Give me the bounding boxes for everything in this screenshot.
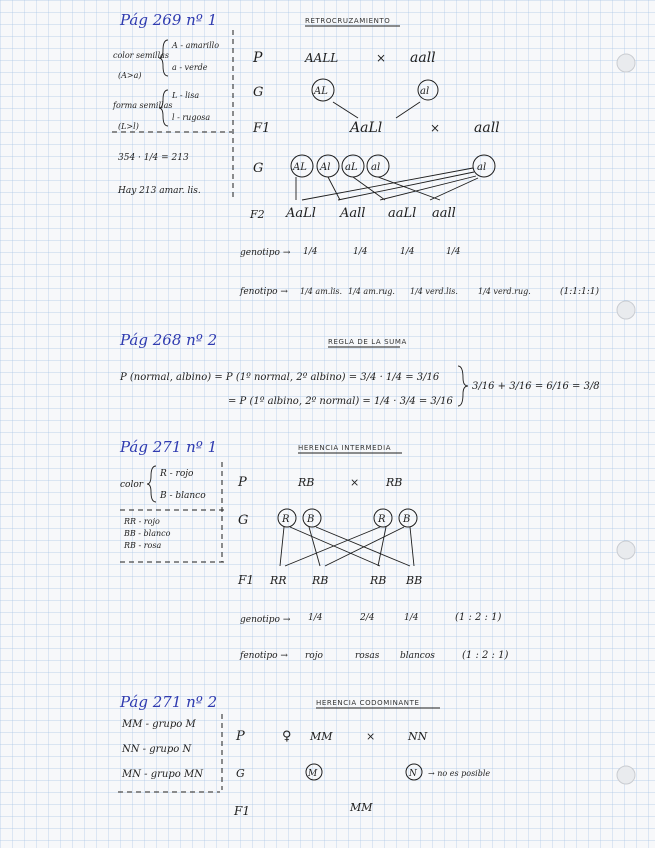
label-F1: F1 [253,121,271,136]
female-icon: ♀ [282,729,292,744]
genotype-ratio: (1 : 2 : 1) [455,612,502,623]
gamete: B [403,514,411,525]
label-G2: G [253,161,264,176]
gamete: Al [320,162,331,173]
phenotype-ratio: (1 : 2 : 1) [462,650,509,661]
fraction: 1/4 [446,247,461,257]
cross-sign: × [376,51,387,65]
offspring: aall [432,206,456,221]
f1-result: MM [350,801,373,814]
fraction: 2/4 [360,613,375,623]
allele-B: B - blanco [160,491,206,501]
color-label: color semillas [113,51,170,60]
dominance-A: (A>a) [118,71,142,80]
group-MN: MN - grupo MN [122,769,203,780]
gamete: M [308,769,318,779]
gamete-right: al [477,162,487,173]
parent-left: MM [310,730,333,743]
cross-sign: × [430,121,441,135]
offspring: RR [270,574,287,587]
genotype-BB: BB - blanco [124,529,171,538]
parent-left: AALL [305,51,339,65]
section-1-header: RETROCRUZAMIENTO [305,17,391,25]
ratio: (1:1:1:1) [560,287,600,297]
label-P: P [253,50,263,66]
sum-rule-line-2: = P (1º albino, 2º normal) = 1/4 · 3/4 = 3/16 [228,396,453,407]
gamete: aL [345,162,358,173]
fraction: 1/4 [308,613,323,623]
shape-label: forma semillas [113,101,173,110]
offspring: RB [312,574,329,587]
binder-hole [617,54,635,72]
phenotype-label: fenotipo → [240,287,288,297]
phenotype-label: fenotipo → [240,651,288,661]
phenotype: 1/4 am.rug. [348,287,395,296]
label-F1: F1 [234,804,250,818]
calc-line: 354 · 1/4 = 213 [118,153,189,163]
allele-A: A - amarillo [172,41,220,50]
offspring: AaLl [286,206,316,221]
section-4-title: Pág 271 nº 2 [120,693,218,711]
parent-left: RB [298,476,315,489]
gamete: al [371,162,381,173]
section-3-title: Pág 271 nº 1 [120,438,218,456]
label-P: P [236,729,245,744]
genotype-RR: RR - rojo [124,517,160,526]
section-2-title: Pág 268 nº 2 [120,331,218,349]
genotype-RB: RB - rosa [124,541,162,550]
binder-hole [617,541,635,559]
gamete-al: al [420,86,430,97]
f1-left: AaLl [350,120,383,136]
phenotype: blancos [400,651,435,661]
gamete: N [409,769,417,779]
group-MM: MM - grupo M [122,719,196,730]
offspring: aaLl [388,206,417,221]
fraction: 1/4 [404,613,419,623]
allele-L: L - lisa [172,91,200,100]
allele-R: R - rojo [160,469,194,479]
not-possible-note: → no es posible [428,769,491,778]
fraction: 1/4 [400,247,415,257]
label-F2: F2 [250,208,265,221]
group-NN: NN - grupo N [122,744,192,755]
fraction: 1/4 [303,247,318,257]
phenotype: 1/4 verd.rug. [478,287,531,296]
cross-sign: × [350,476,360,489]
phenotype: 1/4 am.lis. [300,287,343,296]
label-P: P [238,475,247,490]
section-1-title: Pág 269 nº 1 [120,11,218,29]
gamete: AL [293,162,307,173]
offspring: BB [406,574,423,587]
allele-l: l - rugosa [172,113,211,122]
label-G: G [236,767,245,780]
label-G: G [253,85,264,100]
genotype-label: genotipo → [240,615,291,625]
gamete-AL: AL [314,86,328,97]
gamete: R [378,514,386,525]
label-G: G [238,513,249,528]
fraction: 1/4 [353,247,368,257]
gamete: B [307,514,315,525]
phenotype: rosas [355,651,380,661]
parent-right: aall [410,50,436,66]
genotype-label: genotipo → [240,248,291,258]
allele-a: a - verde [172,63,208,72]
phenotype: 1/4 verd.lis. [410,287,458,296]
binder-hole [617,766,635,784]
section-4-header: HERENCIA CODOMINANTE [316,699,420,707]
section-3-header: HERENCIA INTERMEDIA [298,444,392,452]
cross-sign: × [366,730,376,743]
f1-right: aall [474,120,500,136]
offspring: Aall [340,206,366,221]
label-F1: F1 [238,573,254,587]
dominance-L: (L>l) [118,122,139,131]
section-2-header: REGLA DE LA SUMA [328,338,407,346]
phenotype: rojo [305,651,323,661]
result-line: Hay 213 amar. lis. [118,186,201,196]
sum-result: 3/16 + 3/16 = 6/16 = 3/8 [472,381,600,392]
gamete: R [282,514,290,525]
parent-right: NN [408,730,428,743]
sum-rule-line-1: P (normal, albino) = P (1º normal, 2º albino) = 3/4 · 1/4 = 3/16 [120,372,440,383]
parent-right: RB [386,476,403,489]
color-label: color [120,480,144,490]
binder-hole [617,301,635,319]
offspring: RB [370,574,387,587]
